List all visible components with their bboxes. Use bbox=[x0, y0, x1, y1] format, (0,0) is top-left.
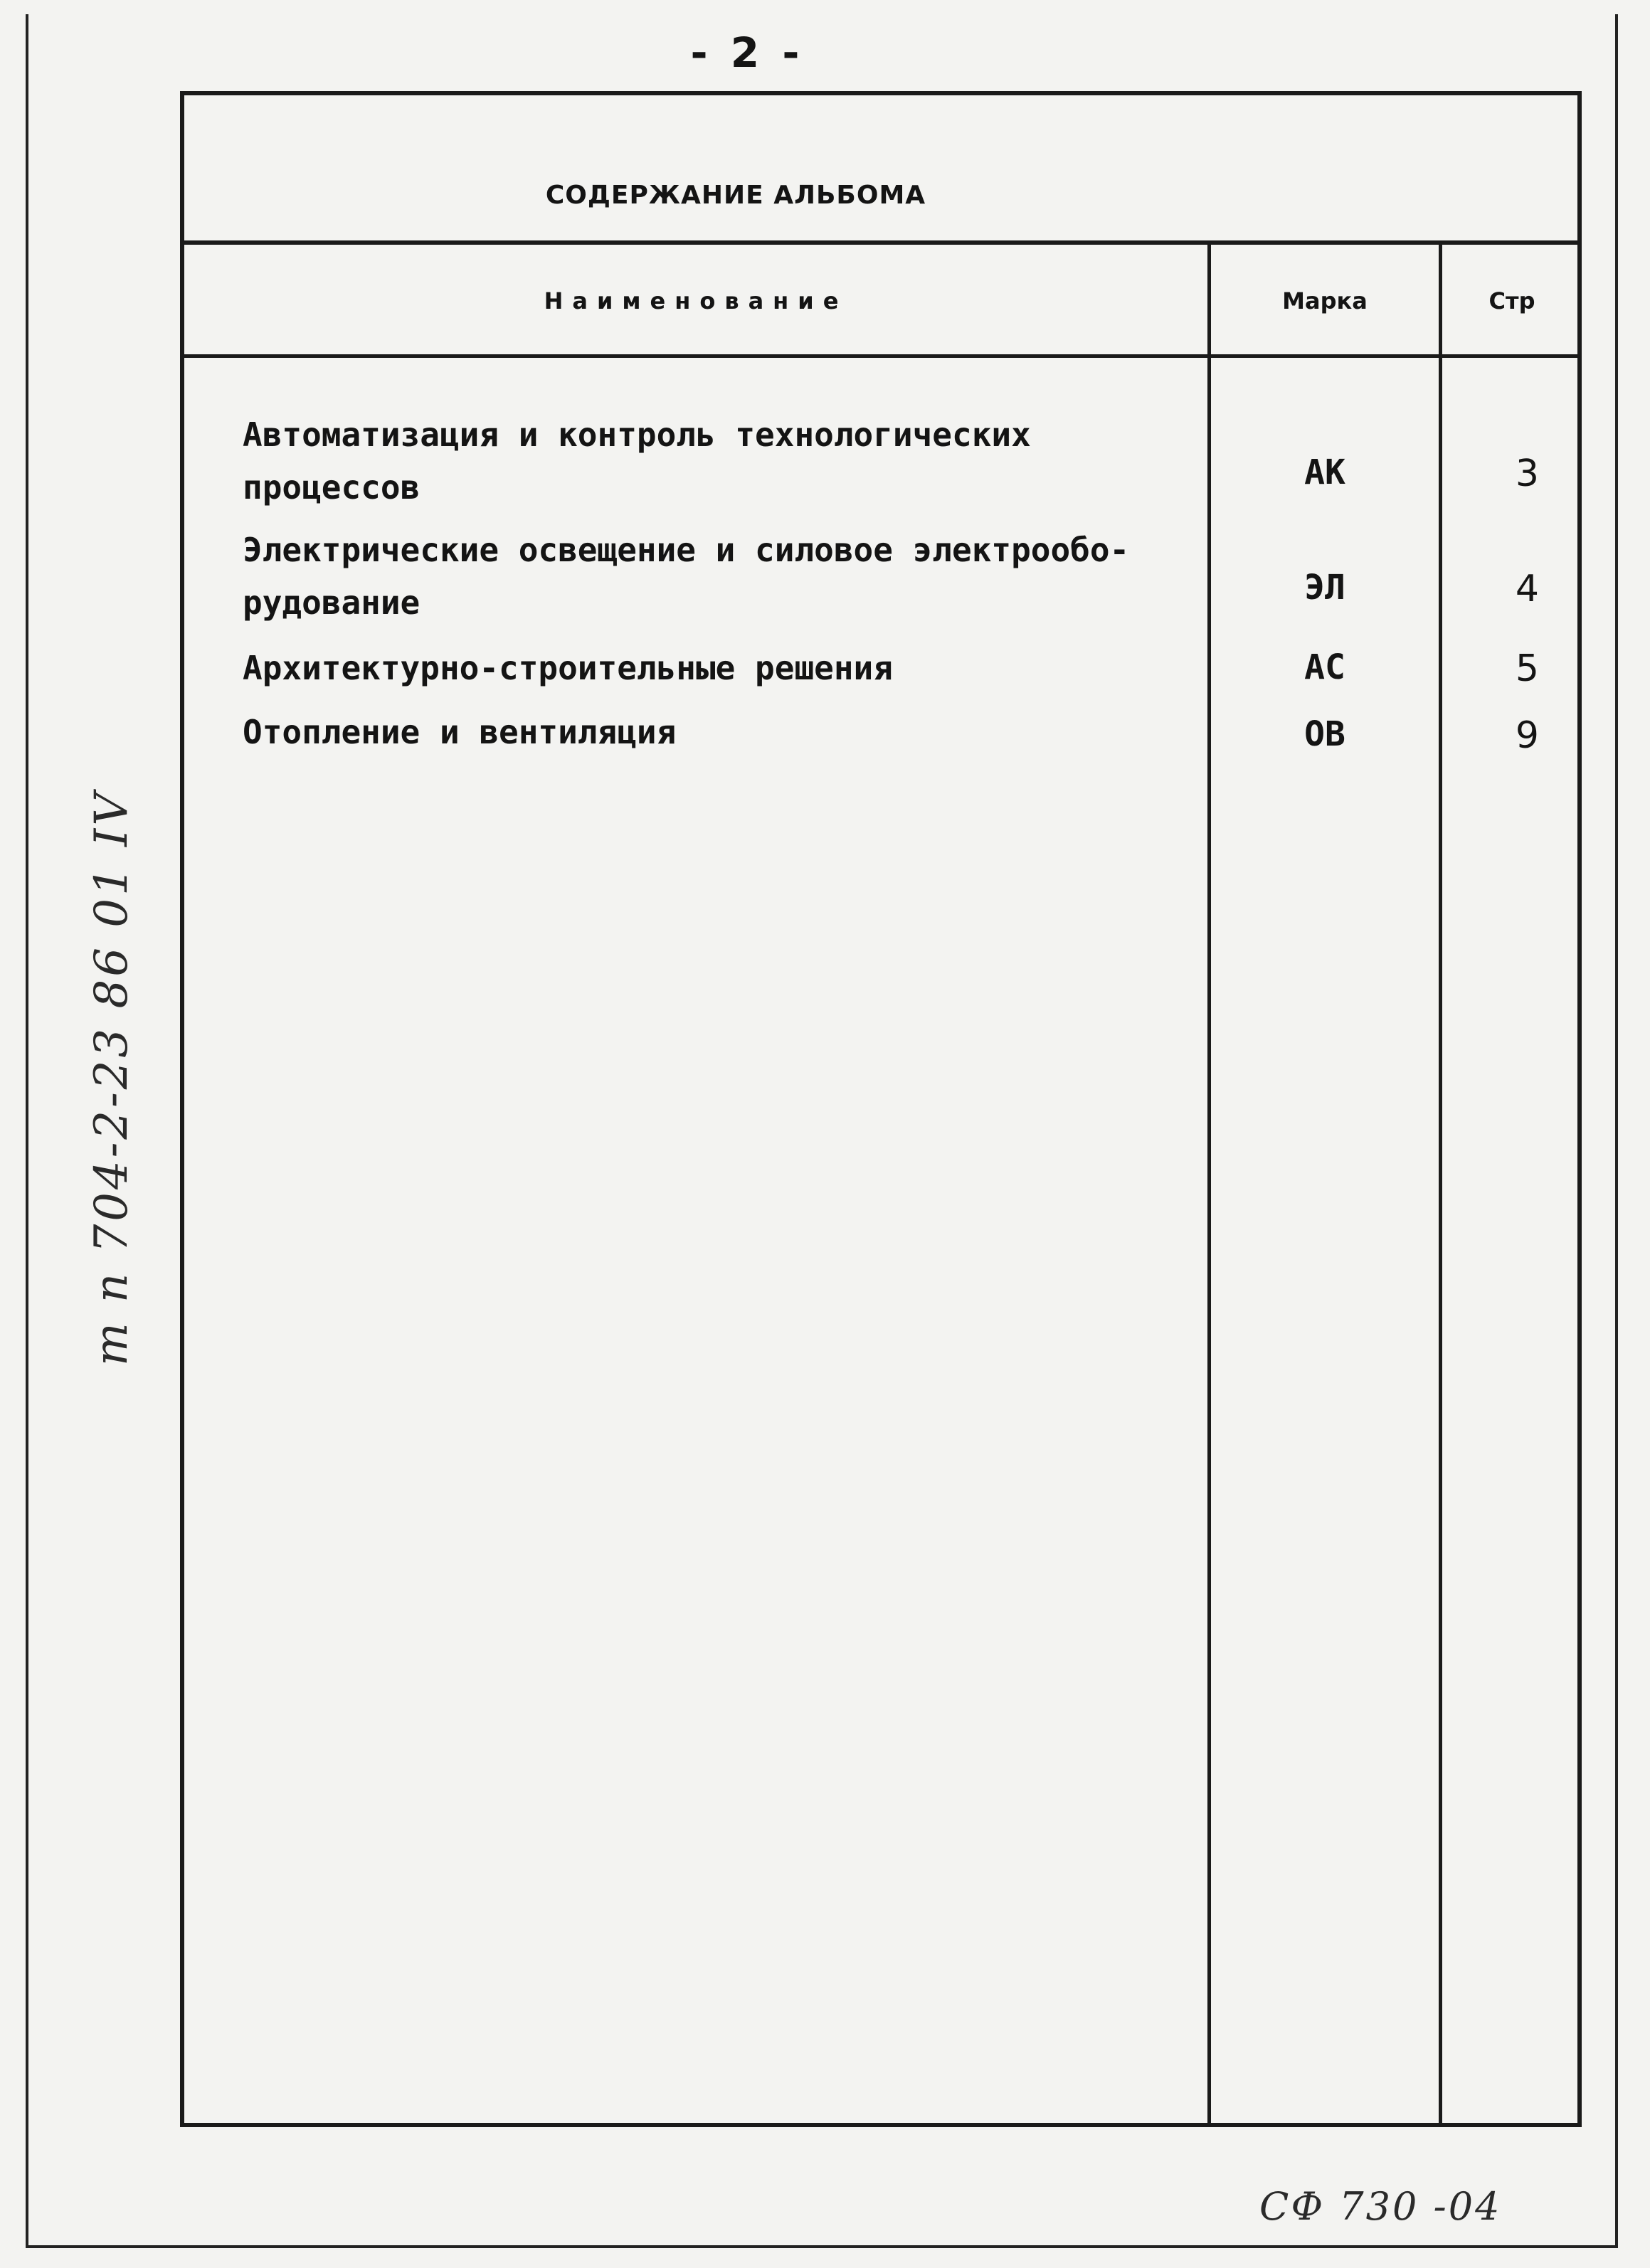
column-header-page: Стр bbox=[1488, 287, 1535, 314]
row-name: Архитектурно-строительные решения bbox=[243, 649, 893, 687]
row-page: 5 bbox=[1515, 647, 1539, 690]
row-mark: АС bbox=[1304, 647, 1345, 687]
table-title: СОДЕРЖАНИЕ АЛЬБОМА bbox=[545, 181, 926, 210]
row-name: Отопление и вентиляция bbox=[243, 713, 677, 751]
header-divider bbox=[184, 354, 1577, 358]
row-mark: ЭЛ bbox=[1304, 568, 1345, 608]
row-page: 3 bbox=[1515, 452, 1539, 495]
row-name: Электрические освещение и силовое электрообо- рудование bbox=[243, 531, 1130, 622]
column-header-mark: Марка bbox=[1282, 287, 1368, 314]
row-mark: АК bbox=[1304, 452, 1345, 492]
contents-table bbox=[180, 91, 1582, 2127]
page-number: - 2 - bbox=[690, 28, 804, 77]
handwritten-footer-code: СФ 730 -04 bbox=[1259, 2184, 1502, 2229]
handwritten-side-stamp: т п 704-2-23 86 01 IV bbox=[85, 790, 138, 1366]
column-header-name: Наименование bbox=[544, 287, 848, 314]
row-name: Автоматизация и контроль технологических процессов bbox=[243, 415, 1031, 507]
row-page: 4 bbox=[1515, 568, 1539, 610]
row-mark: ОВ bbox=[1304, 714, 1345, 754]
table-title-cell bbox=[184, 95, 1577, 245]
column-divider-mark bbox=[1207, 240, 1211, 2123]
row-page: 9 bbox=[1515, 714, 1539, 757]
column-divider-page bbox=[1439, 240, 1442, 2123]
